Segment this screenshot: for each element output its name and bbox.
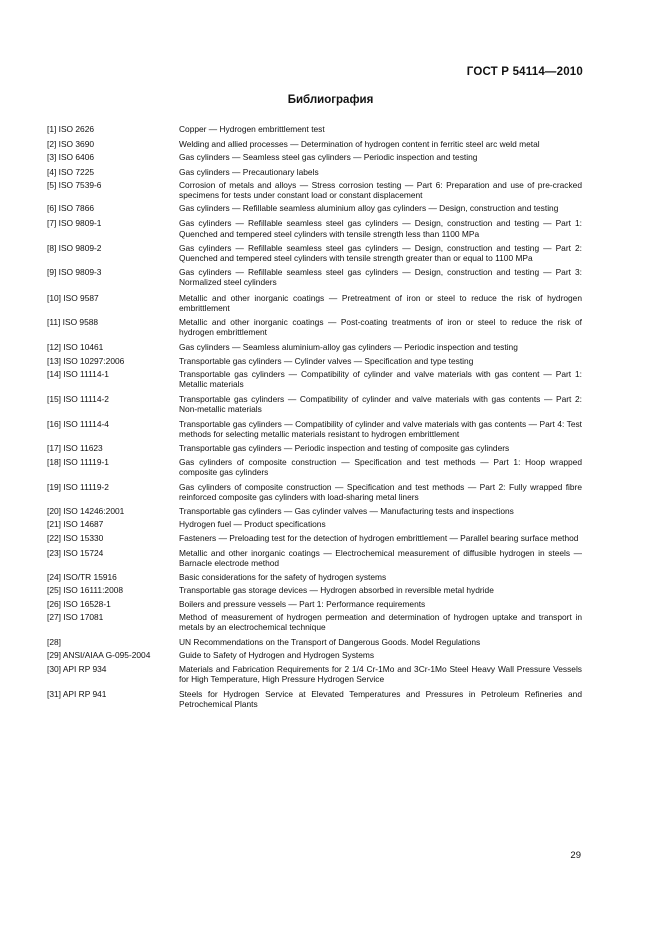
reference-title: Gas cylinders — Seamless aluminium-alloy gas cylinders — Periodic inspection and testing — [179, 342, 518, 353]
reference-entry — [47, 180, 582, 200]
reference-title: Metallic and other inorganic coatings — Electrochemical measurement of diffusible hydrogen in steels — Barnacle electrode method — [179, 547, 582, 568]
reference-title: Basic considerations for the safety of hydrogen systems — [179, 572, 387, 583]
reference-title: Transportable gas cylinders — Compatibility of cylinder and valve materials with gas contents — Part 2: Non-metallic materials — [179, 394, 582, 415]
reference-title: Corrosion of metals and alloys — Stress corrosion testing — Part 6: Preparation and use of pre-cracked specimens for tests under constant load or constant displacement — [179, 179, 582, 201]
reference-id: [13] ISO 10297:2006 — [47, 355, 125, 366]
reference-title: Boilers and pressure vessels — Part 1: Performance requirements — [179, 598, 426, 609]
reference-id: [29] ANSI/AIAA G-095-2004 — [47, 650, 151, 661]
reference-id: [22] ISO 15330 — [47, 532, 104, 543]
reference-title: Gas cylinders — Precautionary labels — [179, 166, 319, 177]
reference-title: Materials and Fabrication Requirements for 2 1/4 Cr-1Mo and 3Cr-1Mo Steel Heavy Wall Pressure Vessels for High Temperature, High Pressure Hydrogen Service — [179, 663, 582, 684]
reference-entry — [47, 394, 582, 414]
reference-id: [31] API RP 941 — [47, 688, 107, 699]
reference-id: [1] ISO 2626 — [47, 124, 95, 134]
reference-entry — [47, 243, 582, 263]
reference-entry — [47, 419, 582, 439]
reference-title: Hydrogen fuel — Product specifications — [179, 519, 326, 530]
reference-id: [23] ISO 15724 — [47, 547, 104, 558]
reference-id: [9] ISO 9809-3 — [47, 267, 102, 278]
reference-entry — [47, 139, 582, 149]
reference-title: Transportable gas cylinders — Gas cylinder valves — Manufacturing tests and inspections — [179, 506, 514, 517]
reference-entry — [47, 124, 582, 134]
reference-id: [10] ISO 9587 — [47, 292, 99, 303]
reference-id: [25] ISO 16111:2008 — [47, 585, 124, 596]
reference-id: [27] ISO 17081 — [47, 611, 104, 622]
reference-entry — [47, 482, 582, 502]
reference-id: [6] ISO 7866 — [47, 203, 95, 214]
reference-title: Metallic and other inorganic coatings — Post-coating treatments of iron or steel to reduce the risk of hydrogen embrittlement — [179, 317, 582, 338]
reference-entry — [47, 519, 582, 529]
reference-entry — [47, 612, 582, 632]
reference-id: [26] ISO 16528-1 — [47, 598, 111, 609]
page-title: Библиография — [287, 94, 374, 106]
reference-entry — [47, 457, 582, 477]
reference-entry — [47, 203, 582, 213]
reference-entry — [47, 506, 582, 516]
reference-id: [28] — [47, 637, 61, 648]
reference-id: [12] ISO 10461 — [47, 342, 104, 353]
reference-entry — [47, 689, 582, 709]
reference-id: [5] ISO 7539-6 — [47, 179, 102, 190]
bibliography-list — [47, 124, 582, 709]
reference-title: Fasteners — Preloading test for the detection of hydrogen embrittlement — Parallel bearing surface method — [179, 532, 579, 543]
reference-entry — [47, 218, 582, 238]
reference-entry — [47, 599, 582, 609]
reference-id: [24] ISO/TR 15916 — [47, 572, 117, 583]
reference-id: [15] ISO 11114-2 — [47, 394, 109, 405]
reference-id: [8] ISO 9809-2 — [47, 242, 102, 253]
reference-title: Gas cylinders — Refillable seamless steel gas cylinders — Design, construction and testing — Part 2: Quenched and tempered steel cylinders with tensile strength greater than or equal to 1100 MPa — [179, 242, 582, 264]
reference-entry — [47, 342, 582, 352]
reference-id: [18] ISO 11119-1 — [47, 457, 109, 468]
reference-id: [7] ISO 9809-1 — [47, 218, 102, 229]
reference-id: [21] ISO 14687 — [47, 519, 104, 530]
reference-entry — [47, 317, 582, 337]
reference-id: [3] ISO 6406 — [47, 152, 95, 163]
reference-title: Gas cylinders — Seamless steel gas cylinders — Periodic inspection and testing — [179, 152, 478, 163]
reference-title: Copper — Hydrogen embrittlement test — [179, 124, 325, 134]
reference-id: [16] ISO 11114-4 — [47, 418, 109, 429]
reference-entry — [47, 293, 582, 313]
document-code: ГОСТ Р 54114—2010 — [466, 66, 583, 78]
reference-id: [19] ISO 11119-2 — [47, 481, 109, 492]
reference-title: Gas cylinders — Refillable seamless steel gas cylinders — Design, construction and testing — Part 1: Quenched and tempered steel cylinders with tensile strength less than 1100 MPa — [179, 218, 582, 239]
reference-entry — [47, 533, 582, 543]
reference-id: [30] API RP 934 — [47, 663, 107, 674]
page-number: 29 — [570, 850, 581, 861]
reference-title: Method of measurement of hydrogen permeation and determination of hydrogen uptake and transport in metals by an electrochemical technique — [179, 611, 582, 632]
reference-entry — [47, 585, 582, 595]
reference-title: Guide to Safety of Hydrogen and Hydrogen Systems — [179, 650, 375, 661]
reference-entry — [47, 637, 582, 647]
reference-entry — [47, 548, 582, 568]
reference-title: Gas cylinders of composite construction — Specification and test methods — Part 1: Hoop wrapped composite gas cylinders — [179, 457, 582, 478]
reference-id: [2] ISO 3690 — [47, 139, 95, 150]
reference-title: Transportable gas cylinders — Cylinder valves — Specification and type testing — [179, 355, 474, 366]
reference-entry — [47, 167, 582, 177]
reference-entry — [47, 443, 582, 453]
reference-entry — [47, 267, 582, 287]
reference-id: [14] ISO 11114-1 — [47, 368, 109, 379]
reference-id: [20] ISO 14246:2001 — [47, 506, 125, 517]
reference-title: Steels for Hydrogen Service at Elevated Temperatures and Pressures in Petroleum Refineries and Petrochemical Plants — [179, 688, 582, 710]
reference-title: Welding and allied processes — Determination of hydrogen content in ferritic steel arc weld metal — [179, 139, 540, 150]
reference-title: Metallic and other inorganic coatings — Pretreatment of iron or steel to reduce the risk of hydrogen embrittlement — [179, 292, 582, 313]
reference-entry — [47, 369, 582, 389]
reference-entry — [47, 650, 582, 660]
reference-entry — [47, 572, 582, 582]
reference-title: UN Recommendations on the Transport of Dangerous Goods. Model Regulations — [179, 637, 481, 648]
reference-entry — [47, 152, 582, 162]
reference-title: Gas cylinders — Refillable seamless steel gas cylinders — Design, construction and testing — Part 3: Normalized steel cylinders — [179, 267, 582, 288]
reference-title: Transportable gas storage devices — Hydrogen absorbed in reversible metal hydride — [179, 585, 494, 596]
reference-title: Gas cylinders — Refillable seamless aluminium alloy gas cylinders — Design, construction and testing — [179, 203, 559, 214]
reference-id: [17] ISO 11623 — [47, 443, 103, 454]
reference-id: [4] ISO 7225 — [47, 166, 95, 177]
reference-entry — [47, 356, 582, 366]
reference-title: Transportable gas cylinders — Compatibility of cylinder and valve materials with gas content — Part 1: Metallic materials — [179, 368, 582, 390]
reference-entry — [47, 664, 582, 684]
reference-title: Gas cylinders of composite construction — Specification and test methods — Part 2: Fully wrapped fibre reinforced composite gas cylinders with load-sharing metal liners — [179, 481, 582, 502]
reference-id: [11] ISO 9588 — [47, 317, 99, 328]
reference-title: Transportable gas cylinders — Periodic inspection and testing of composite gas cylinders — [179, 443, 510, 454]
reference-title: Transportable gas cylinders — Compatibility of cylinder and valve materials with gas contents — Part 4: Test methods for selecting metallic materials resistant to hydrogen embrittlement — [179, 418, 582, 439]
